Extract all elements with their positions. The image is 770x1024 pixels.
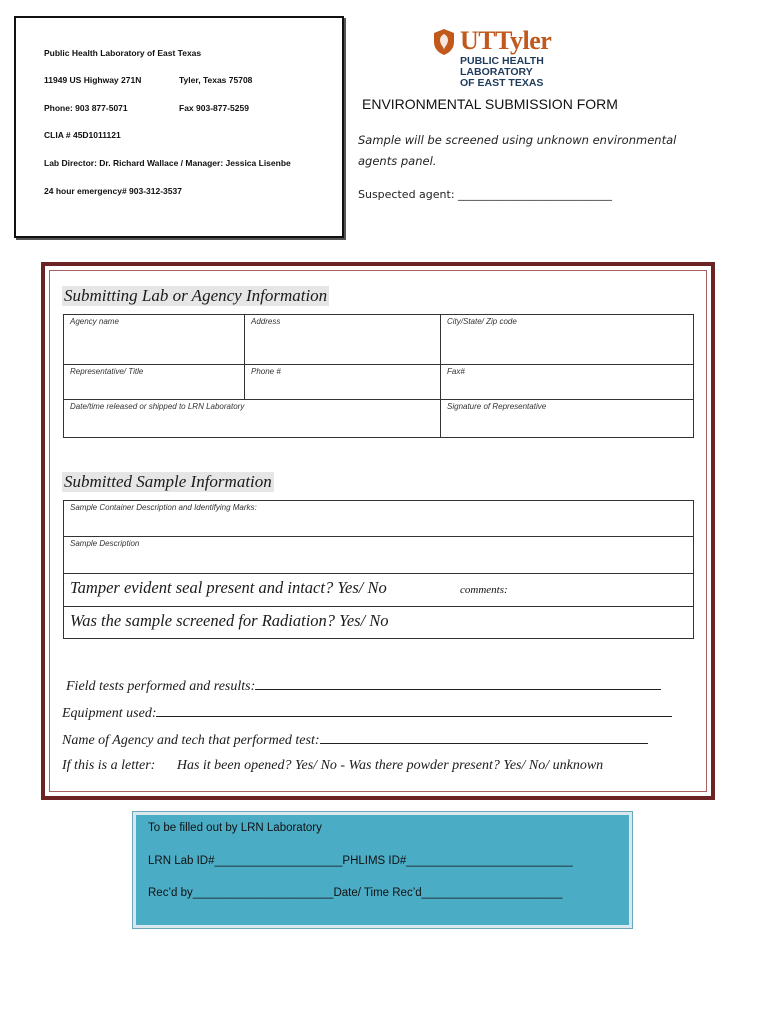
lab-fax: Fax 903-877-5259 bbox=[179, 103, 249, 113]
tamper-question: Tamper evident seal present and intact? Yes/ No bbox=[70, 578, 387, 597]
letter-label: If this is a letter: bbox=[62, 758, 156, 773]
lrn-received-field[interactable]: Rec’d by______________________Date/ Time Rec’d______________________ bbox=[148, 887, 563, 899]
lab-phone: Phone: 903 877-5071 bbox=[44, 103, 128, 113]
lab-director: Lab Director: Dr. Richard Wallace / Manager: Jessica Lisenbe bbox=[44, 158, 291, 168]
container-desc-cell[interactable] bbox=[64, 501, 694, 537]
radiation-question: Was the sample screened for Radiation? Yes/ No bbox=[70, 611, 389, 630]
agency-tech-blank[interactable] bbox=[320, 731, 648, 744]
field-tests-line[interactable] bbox=[66, 677, 661, 695]
signature-cell[interactable] bbox=[441, 400, 694, 438]
screen-note-2: agents panel. bbox=[358, 154, 437, 168]
section-title-submitting: Submitting Lab or Agency Information bbox=[64, 286, 328, 305]
lrn-lab-id-field[interactable]: LRN Lab ID#____________________PHLIMS ID#__________________________ bbox=[148, 855, 573, 867]
container-desc-label: Sample Container Description and Identifying Marks: bbox=[70, 503, 257, 512]
logo-line-2: LABORATORY bbox=[460, 66, 533, 78]
agency-info-table bbox=[63, 314, 694, 438]
date-released-label: Date/time released or shipped to LRN Laboratory bbox=[70, 402, 245, 411]
lab-clia: CLIA # 45D1011121 bbox=[44, 130, 121, 140]
letter-question: Has it been opened? Yes/ No - Was there powder present? Yes/ No/ unknown bbox=[176, 758, 604, 773]
agency-tech-line[interactable] bbox=[62, 731, 648, 749]
lrn-lab-box bbox=[133, 812, 632, 928]
letter-line bbox=[62, 758, 603, 774]
logo-line-1: PUBLIC HEALTH bbox=[460, 55, 544, 67]
logo-wordmark: UTTyler bbox=[460, 26, 552, 55]
fax-label: Fax# bbox=[447, 367, 465, 376]
equipment-label: Equipment used: bbox=[62, 706, 157, 721]
lrn-heading: To be filled out by LRN Laboratory bbox=[148, 822, 322, 834]
lab-info-box bbox=[14, 16, 344, 238]
main-form-inner bbox=[49, 270, 707, 792]
equipment-blank[interactable] bbox=[156, 704, 672, 717]
lab-emergency: 24 hour emergency# 903-312-3537 bbox=[44, 186, 182, 196]
main-form-frame bbox=[41, 262, 715, 800]
lab-name: Public Health Laboratory of East Texas bbox=[44, 48, 202, 58]
screen-note-1: Sample will be screened using unknown environmental bbox=[358, 133, 677, 147]
ut-tyler-logo bbox=[432, 26, 572, 88]
address-label: Address bbox=[251, 317, 281, 326]
equipment-line[interactable] bbox=[62, 704, 672, 722]
agency-tech-label: Name of Agency and tech that performed test: bbox=[62, 733, 320, 748]
shield-icon bbox=[432, 28, 456, 56]
representative-label: Representative/ Title bbox=[70, 367, 144, 376]
city-state-zip-label: City/State/ Zip code bbox=[447, 317, 517, 326]
signature-label: Signature of Representative bbox=[447, 402, 547, 411]
phone-cell[interactable] bbox=[245, 365, 441, 400]
agency-name-cell[interactable] bbox=[64, 315, 245, 365]
sample-desc-label: Sample Description bbox=[70, 539, 140, 548]
form-title: ENVIRONMENTAL SUBMISSION FORM bbox=[362, 96, 618, 112]
city-state-zip-cell[interactable] bbox=[441, 315, 694, 365]
field-tests-label: Field tests performed and results: bbox=[66, 679, 256, 694]
comments-label: comments: bbox=[460, 584, 508, 596]
section-title-sample: Submitted Sample Information bbox=[64, 472, 272, 491]
date-released-cell[interactable] bbox=[64, 400, 441, 438]
lab-address: 11949 US Highway 271N bbox=[44, 75, 142, 85]
agency-name-label: Agency name bbox=[70, 317, 119, 326]
lab-city: Tyler, Texas 75708 bbox=[179, 75, 253, 85]
fax-cell[interactable] bbox=[441, 365, 694, 400]
phone-label: Phone # bbox=[251, 367, 281, 376]
sample-desc-cell[interactable] bbox=[64, 537, 694, 574]
representative-cell[interactable] bbox=[64, 365, 245, 400]
suspected-agent-field[interactable]: Suspected agent: ____________________________ bbox=[358, 188, 613, 201]
field-tests-blank[interactable] bbox=[255, 677, 661, 690]
logo-line-3: OF EAST TEXAS bbox=[460, 77, 544, 89]
address-cell[interactable] bbox=[245, 315, 441, 365]
